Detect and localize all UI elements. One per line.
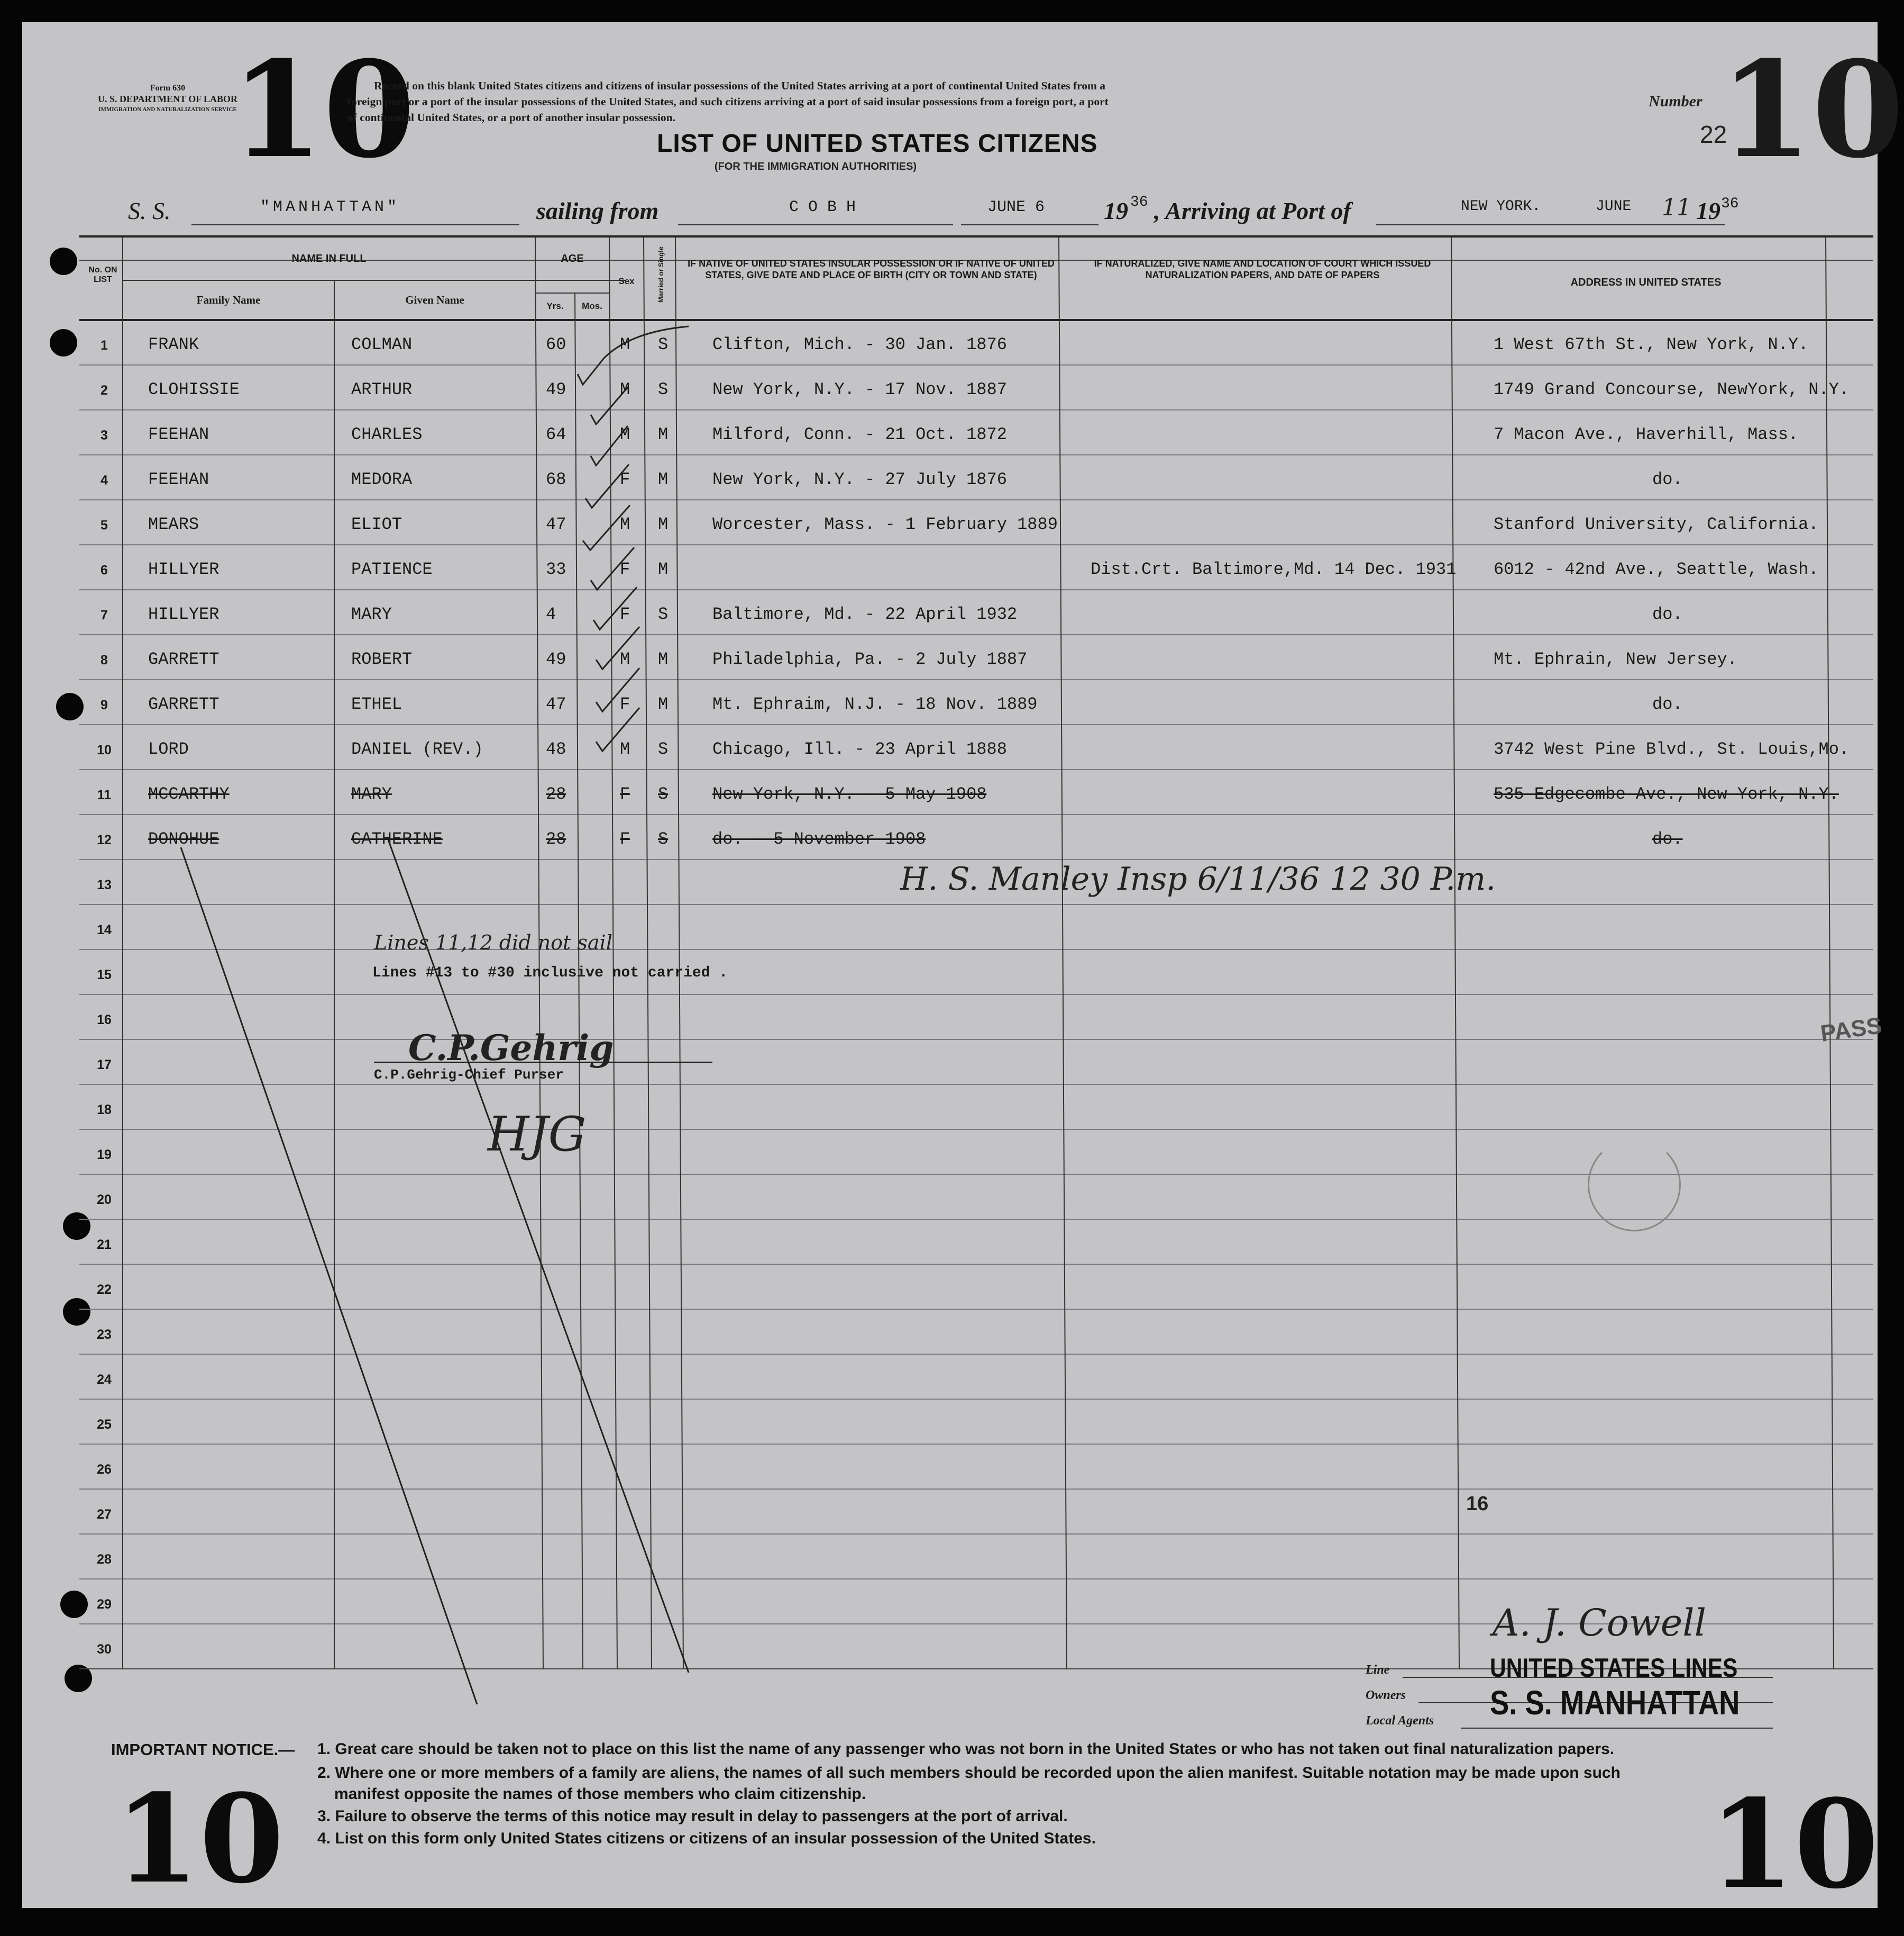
row-number: 20 — [97, 1192, 112, 1207]
family-name: GARRETT — [148, 695, 219, 714]
sex: F — [620, 695, 630, 714]
family-name: FEEHAN — [148, 470, 209, 489]
circular-stamp — [1588, 1138, 1681, 1231]
us-address: 6012 - 42nd Ave., Seattle, Wash. — [1494, 560, 1819, 579]
given-name: MEDORA — [351, 470, 413, 489]
family-name: GARRETT — [148, 650, 219, 669]
row-number: 1 — [100, 338, 108, 353]
marital-status: M — [658, 560, 669, 579]
row-number: 22 — [97, 1282, 112, 1297]
header-address: ADDRESS IN UNITED STATES — [1570, 277, 1722, 288]
row-number: 30 — [97, 1642, 112, 1657]
header-birth: IF NATIVE OF UNITED STATES INSULAR POSSESSION OR IF NATIVE OF UNITED STATES, GIVE DATE AND PLACE OF BIRTH (CITY OR TOWN AND STATE) — [688, 258, 1055, 280]
age-years: 48 — [546, 739, 566, 759]
given-name: CHARLES — [351, 425, 423, 444]
form-number: Form 630 — [150, 84, 186, 93]
row-number: 6 — [100, 563, 108, 578]
number-value: 22 — [1700, 121, 1727, 148]
row-number: 4 — [100, 473, 108, 488]
form-big-number-bottom-right: 10 — [1709, 1773, 1879, 1916]
family-name: FEEHAN — [148, 425, 209, 444]
row-number: 5 — [100, 518, 108, 533]
age-years: 28 — [546, 829, 566, 849]
us-address: 1749 Grand Concourse, NewYork, N.Y. — [1494, 380, 1850, 399]
header-married-single: Married or Single — [657, 246, 665, 303]
table-row — [22, 815, 1878, 860]
row-number: 24 — [97, 1372, 112, 1387]
row-number: 27 — [97, 1507, 112, 1522]
form-big-number-bottom-left: 10 — [115, 1768, 285, 1911]
age-years: 60 — [546, 335, 566, 354]
sex: M — [620, 515, 630, 534]
inspector-signature: H. S. Manley Insp 6/11/36 12 30 P.m. — [900, 861, 1496, 898]
row-number: 25 — [97, 1417, 112, 1432]
header-naturalized: IF NATURALIZED, GIVE NAME AND LOCATION OF COURT WHICH ISSUED NATURALIZATION PAPERS, AND DATE OF PAPERS — [1094, 258, 1431, 280]
given-name: COLMAN — [351, 335, 413, 354]
us-address: Stanford University, California. — [1494, 515, 1819, 534]
page-count: 16 — [1466, 1493, 1489, 1515]
table-row — [22, 770, 1878, 815]
not-carried-note: Lines #13 to #30 inclusive not carried . — [372, 965, 728, 981]
sex: F — [620, 784, 630, 804]
header-mos: Mos. — [582, 301, 602, 311]
given-name: ROBERT — [351, 650, 413, 669]
given-name: DANIEL (REV.) — [351, 739, 483, 759]
sex: F — [620, 470, 630, 489]
arrival-year-prefix: 19 — [1696, 197, 1720, 224]
family-name: MCCARTHY — [148, 784, 230, 804]
sex: M — [620, 650, 630, 669]
us-address: 535 Edgecombe Ave., New York, N.Y. — [1494, 784, 1839, 804]
given-name: PATIENCE — [351, 560, 433, 579]
number-label: Number — [1649, 93, 1702, 110]
birth-place-date: Baltimore, Md. - 22 April 1932 — [712, 605, 1018, 624]
sex: F — [620, 560, 630, 579]
birth-place-date: New York, N.Y. - 27 July 1876 — [712, 470, 1007, 489]
table-row — [22, 500, 1878, 545]
instruction-line: Record on this blank United States citizens and citizens of insular possessions of the United States arriving at a port of continental United States from a — [374, 79, 1105, 92]
row-number: 7 — [100, 608, 108, 623]
table-row — [22, 410, 1878, 455]
us-address: 1 West 67th St., New York, N.Y. — [1494, 335, 1809, 354]
service-name: IMMIGRATION AND NATURALIZATION SERVICE — [98, 106, 237, 113]
row-number: 21 — [97, 1237, 112, 1252]
header-given-name: Given Name — [405, 294, 464, 306]
marital-status: S — [658, 784, 669, 804]
us-address: 7 Macon Ave., Haverhill, Mass. — [1494, 425, 1799, 444]
age-years: 68 — [546, 470, 566, 489]
table-row — [22, 635, 1878, 680]
marital-status: S — [658, 739, 669, 759]
table-row — [22, 545, 1878, 590]
age-years: 49 — [546, 650, 566, 669]
age-years: 64 — [546, 425, 566, 444]
family-name: FRANK — [148, 335, 199, 354]
sailing-label: sailing from — [536, 197, 659, 224]
birth-place-date: Chicago, Ill. - 23 April 1888 — [712, 739, 1007, 759]
row-number: 12 — [97, 833, 112, 847]
depart-year-prefix: 19 — [1104, 197, 1128, 224]
row-number: 17 — [97, 1057, 112, 1072]
row-number: 13 — [97, 878, 112, 892]
sex: F — [620, 605, 630, 624]
family-name: LORD — [148, 739, 189, 759]
marital-status: S — [658, 605, 669, 624]
birth-place-date: Philadelphia, Pa. - 2 July 1887 — [712, 650, 1028, 669]
given-name: MARY — [351, 605, 392, 624]
purser-signature-line — [374, 1062, 712, 1063]
family-name: CLOHISSIE — [148, 380, 240, 399]
manifest-sheet — [22, 22, 1904, 1916]
age-years: 28 — [546, 784, 566, 804]
given-name: ELIOT — [351, 515, 402, 534]
birth-place-date: New York, N.Y. - 5 May 1908 — [712, 784, 987, 804]
header-no-on-list: No. ON LIST — [88, 266, 117, 284]
header-name-in-full: NAME IN FULL — [291, 253, 367, 264]
table-row — [22, 365, 1878, 410]
birth-place-date: Worcester, Mass. - 1 February 1889 — [712, 515, 1058, 534]
form-title: LIST OF UNITED STATES CITIZENS — [657, 130, 1098, 158]
header-sex: Sex — [618, 276, 635, 286]
form-subtitle: (FOR THE IMMIGRATION AUTHORITIES) — [714, 161, 917, 172]
row-number: 19 — [97, 1147, 112, 1162]
header-age: AGE — [561, 253, 584, 264]
table-row — [22, 590, 1878, 635]
naturalization: Dist.Crt. Baltimore,Md. 14 Dec. 1931 — [1091, 560, 1457, 579]
notice-item: 3. Failure to observe the terms of this notice may result in delay to passengers at the port of arrival. — [317, 1807, 1068, 1825]
agent-signature: A. J. Cowell — [1493, 1601, 1707, 1645]
given-name: CATHERINE — [351, 829, 443, 849]
row-number: 11 — [97, 788, 112, 802]
department-name: U. S. DEPARTMENT OF LABOR — [97, 94, 238, 104]
row-number: 23 — [97, 1327, 112, 1342]
table-row — [22, 680, 1878, 725]
given-name: MARY — [351, 784, 392, 804]
age-years: 4 — [546, 605, 556, 624]
row-number: 28 — [97, 1552, 112, 1567]
sex: M — [620, 425, 630, 444]
age-years: 47 — [546, 515, 566, 534]
from-port: C O B H — [789, 198, 856, 216]
age-years: 49 — [546, 380, 566, 399]
ss-label: S. S. — [128, 197, 171, 224]
age-years: 47 — [546, 695, 566, 714]
initials-signature: HJG — [488, 1107, 587, 1162]
table-row — [22, 725, 1878, 770]
line-stamp: UNITED STATES LINES — [1490, 1653, 1738, 1683]
purser-signature: C.P.Gehrig — [408, 1027, 614, 1069]
row-number: 15 — [97, 967, 112, 982]
depart-year: 36 — [1130, 194, 1148, 211]
row-number: 2 — [100, 383, 108, 398]
row-number: 9 — [100, 698, 108, 713]
birth-place-date: do. - 5 November 1908 — [712, 829, 926, 849]
pass-stamp: PASS — [1819, 1012, 1884, 1047]
notice-item: 1. Great care should be taken not to place on this list the name of any passenger who was not born in the United States or who has not taken out final naturalization papers. — [317, 1740, 1615, 1758]
us-address: 3742 West Pine Blvd., St. Louis,Mo. — [1494, 739, 1850, 759]
notice-item: manifest opposite the names of those members who claim citizenship. — [334, 1785, 866, 1803]
row-number: 18 — [97, 1102, 112, 1117]
sex: M — [620, 739, 630, 759]
age-years: 33 — [546, 560, 566, 579]
us-address: do. — [1652, 605, 1683, 624]
row-number: 3 — [100, 428, 108, 443]
header-yrs: Yrs. — [546, 301, 564, 311]
us-address: do. — [1652, 695, 1683, 714]
did-not-sail-note: Lines 11,12 did not sail — [374, 931, 612, 954]
us-address: do. — [1652, 829, 1683, 849]
purser-typed-name: C.P.Gehrig-Chief Purser — [374, 1067, 564, 1083]
us-address: Mt. Ephrain, New Jersey. — [1494, 650, 1737, 669]
line-label: Line — [1366, 1663, 1390, 1677]
given-name: ETHEL — [351, 695, 402, 714]
marital-status: M — [658, 650, 669, 669]
row-number: 10 — [97, 743, 112, 757]
family-name: MEARS — [148, 515, 199, 534]
table-row — [22, 455, 1878, 500]
sex: M — [620, 380, 630, 399]
row-number: 8 — [100, 653, 108, 668]
arrival-date: JUNE — [1596, 198, 1632, 215]
birth-place-date: Milford, Conn. - 21 Oct. 1872 — [712, 425, 1007, 444]
marital-status: S — [658, 829, 669, 849]
us-address: do. — [1652, 470, 1683, 489]
sex: M — [620, 335, 630, 354]
owners-stamp: S. S. MANHATTAN — [1490, 1684, 1740, 1722]
marital-status: S — [658, 335, 669, 354]
marital-status: M — [658, 695, 669, 714]
birth-place-date: Clifton, Mich. - 30 Jan. 1876 — [712, 335, 1007, 354]
birth-place-date: Mt. Ephraim, N.J. - 18 Nov. 1889 — [712, 695, 1038, 714]
arrival-year: 36 — [1721, 196, 1739, 212]
local-agents-label: Local Agents — [1366, 1714, 1434, 1728]
birth-place-date: New York, N.Y. - 17 Nov. 1887 — [712, 380, 1007, 399]
marital-status: M — [658, 470, 669, 489]
owners-label: Owners — [1366, 1688, 1406, 1702]
given-name: ARTHUR — [351, 380, 413, 399]
marital-status: M — [658, 515, 669, 534]
marital-status: S — [658, 380, 669, 399]
notice-heading: IMPORTANT NOTICE.— — [111, 1740, 295, 1759]
row-number: 26 — [97, 1462, 112, 1477]
table-row — [22, 320, 1878, 365]
row-number: 29 — [97, 1597, 112, 1612]
agents-underline — [1461, 1728, 1773, 1729]
header-family-name: Family Name — [196, 294, 261, 306]
notice-item: 4. List on this form only United States citizens or citizens of an insular possession of the United States. — [317, 1830, 1096, 1847]
arrival-port: NEW YORK. — [1461, 198, 1541, 215]
sex: F — [620, 829, 630, 849]
row-number: 14 — [97, 923, 112, 937]
arriving-label: , Arriving at Port of — [1154, 197, 1351, 224]
family-name: DONOHUE — [148, 829, 219, 849]
arrival-day: 11 — [1662, 194, 1691, 221]
ship-name: "MANHATTAN" — [260, 198, 400, 216]
row-number: 16 — [97, 1012, 112, 1027]
form-big-number-top-left: 10 — [231, 32, 415, 187]
form-big-number-top-right: 10 — [1720, 32, 1904, 187]
marital-status: M — [658, 425, 669, 444]
family-name: HILLYER — [148, 560, 219, 579]
depart-date: JUNE 6 — [987, 198, 1045, 216]
notice-item: 2. Where one or more members of a family are aliens, the names of all such members should be recorded upon the alien manifest. Suitable notation may be made upon such — [317, 1764, 1621, 1782]
instruction-line: foreign port or a port of the insular possessions of the United States, and such citizens arriving at a port of said insular possessions from a foreign port, a port — [347, 95, 1109, 108]
instruction-line: of continental United States, or a port of another insular possession. — [347, 111, 675, 124]
family-name: HILLYER — [148, 605, 219, 624]
